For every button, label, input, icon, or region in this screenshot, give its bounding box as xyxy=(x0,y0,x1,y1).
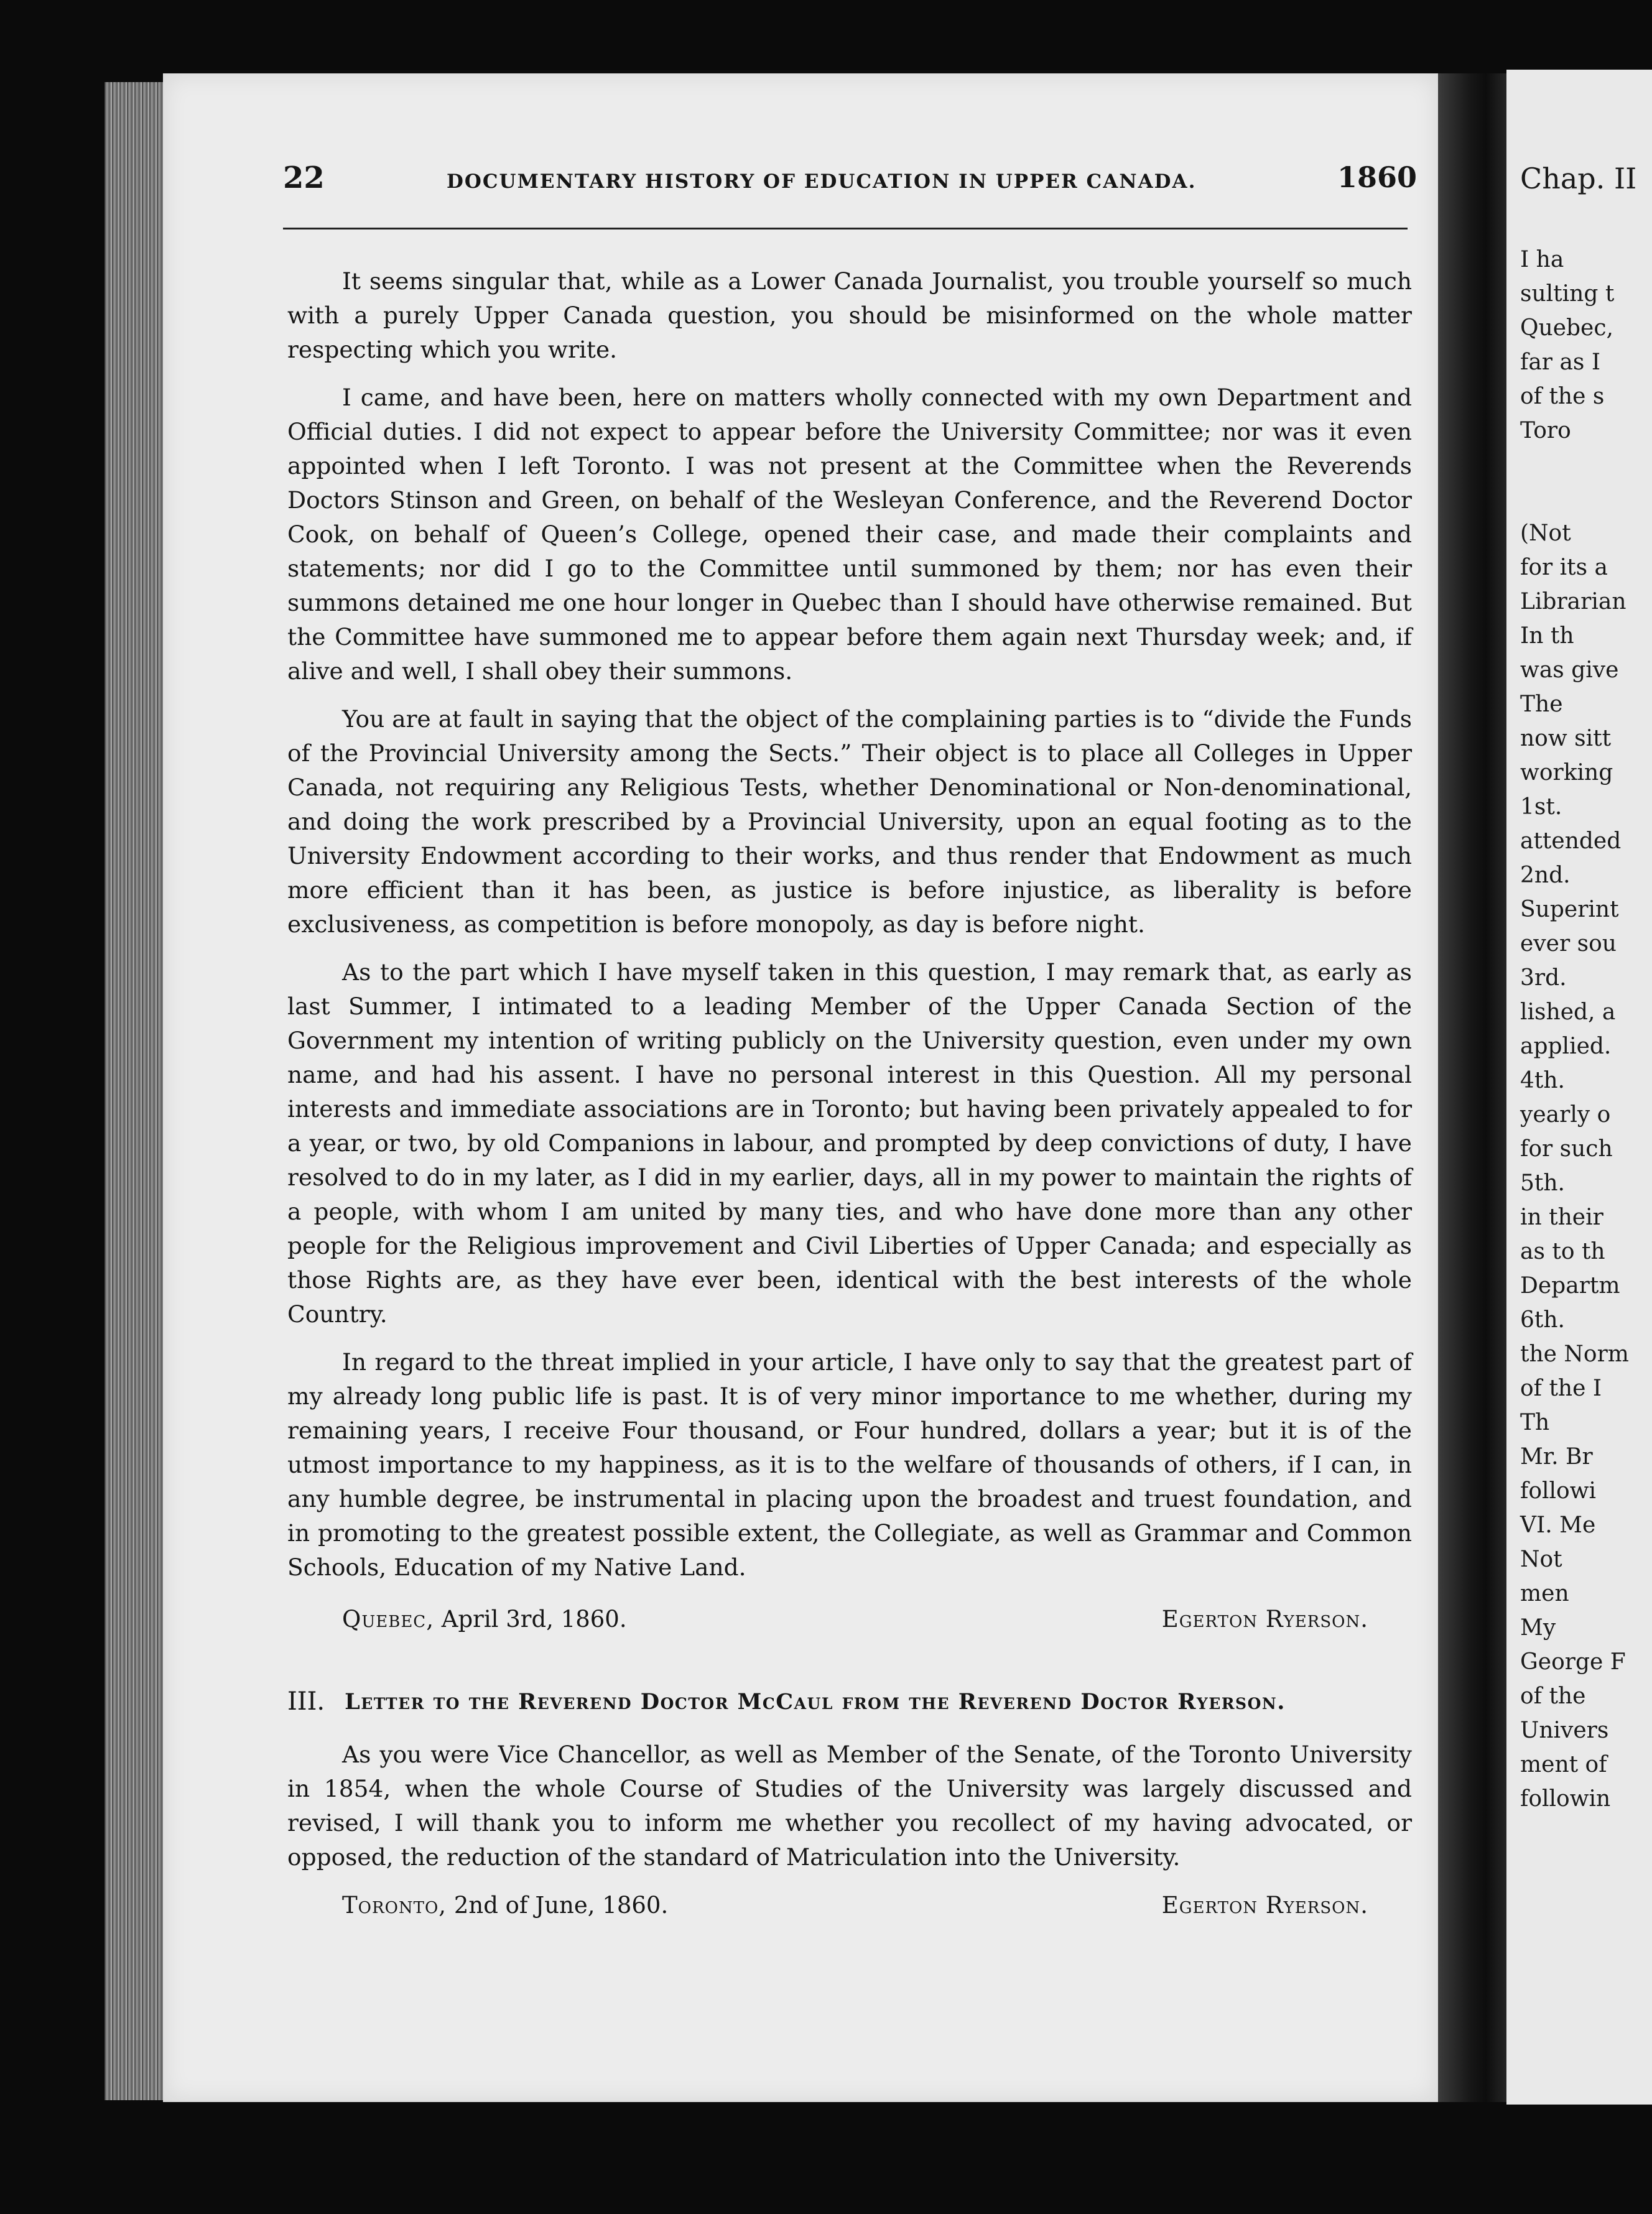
signature-name: Egerton Ryerson. xyxy=(1161,1606,1368,1633)
facing-page-line: of the s xyxy=(1520,384,1605,409)
facing-page-line: as to th xyxy=(1520,1239,1605,1264)
facing-page-line: My xyxy=(1520,1615,1556,1641)
facing-page-line: lished, a xyxy=(1520,999,1616,1025)
page-number: 22 xyxy=(283,160,325,195)
paragraph: In regard to the threat implied in your article, I have only to say that the greatest part of my already long public life is past. It is of very minor importance to me whether, during my remaining years, I receive Four thousand, or Four hundred, dollars a year; but it is of the utmost importance to my happiness, as it is to the welfare of thousands of others, if I can, in any humble degree, be instrumental in placing upon the broadest and truest foundation, and in promoting to the greatest possible extent, the Collegiate, as well as Grammar and Common Schools, Education of my Native Land. xyxy=(287,1348,1412,1581)
facing-page-line: In th xyxy=(1520,623,1574,649)
book-gutter xyxy=(1438,73,1506,2102)
facing-page-line: Superint xyxy=(1520,897,1619,922)
facing-page-line: sulting t xyxy=(1520,281,1615,307)
signature-place: Toronto, xyxy=(342,1892,447,1919)
facing-page-line: (Not xyxy=(1520,521,1571,546)
facing-page-line: men xyxy=(1520,1581,1569,1606)
facing-page-line: 6th. xyxy=(1520,1307,1565,1333)
facing-page-line: now sitt xyxy=(1520,726,1612,751)
facing-page-line: followin xyxy=(1520,1786,1611,1812)
facing-page-line: for its a xyxy=(1520,555,1608,580)
facing-page-line: of the I xyxy=(1520,1376,1602,1401)
facing-page-line: applied. xyxy=(1520,1034,1612,1059)
facing-page xyxy=(1506,70,1652,2105)
signature-line xyxy=(287,1888,1412,1922)
facing-page-line xyxy=(1520,482,1652,516)
page-year: 1860 xyxy=(1337,160,1418,194)
facing-page-line: of the xyxy=(1520,1684,1586,1709)
facing-page-line xyxy=(1520,448,1652,482)
facing-page-line: far as I xyxy=(1520,350,1601,375)
facing-page-line: Quebec, xyxy=(1520,315,1613,341)
running-head: DOCUMENTARY HISTORY OF EDUCATION IN UPPER CANADA. xyxy=(447,170,1197,193)
facing-page-line: 4th. xyxy=(1520,1068,1565,1093)
facing-page-line: Departm xyxy=(1520,1273,1620,1299)
facing-page-line: for such xyxy=(1520,1136,1613,1162)
body-text xyxy=(287,264,1412,1922)
signature-name: Egerton Ryerson. xyxy=(1161,1892,1368,1919)
facing-page-line: Not xyxy=(1520,1547,1562,1572)
facing-page-line: in their xyxy=(1520,1205,1603,1230)
signature-place-date xyxy=(342,1602,627,1636)
facing-page-text xyxy=(1520,162,1652,1816)
facing-page-line: working xyxy=(1520,760,1613,785)
facing-page-line: 1st. xyxy=(1520,794,1562,820)
facing-page-line: Th xyxy=(1520,1410,1550,1435)
paragraph: You are at fault in saying that the object of the complaining parties is to “divide the Funds of the Provincial University among the Sects.” Their object is to place all Colleges in Upper Canada, not requiring any Religious Tests, whether Denominational or Non-denominational, and doing the work prescribed by a Provincial University, upon an equal footing as to the University Endowment according to their works, and thus render that Endowment as much more efficient than it has been, as justice is before injustice, as liberality is before exclusiveness, as competition is before monopoly, as day is before night. xyxy=(287,705,1412,938)
facing-page-line: 2nd. xyxy=(1520,863,1571,888)
paragraph: As you were Vice Chancellor, as well as Member of the Senate, of the Toronto University in 1854, when the whole Course of Studies of the University was largely discussed and revised, I will thank you to inform me whether you recollect of my having advocated, or opposed, the reduction of the standard of Matriculation into the University. xyxy=(287,1741,1412,1871)
signature-place-date xyxy=(342,1888,668,1922)
signature-date: 2nd of June, 1860. xyxy=(453,1892,669,1919)
facing-page-line: yearly o xyxy=(1520,1102,1611,1128)
paragraph: It seems singular that, while as a Lower Canada Journalist, you trouble yourself so much with a purely Upper Canada question, you should be misinformed on the whole matter respecting which you write. xyxy=(287,267,1412,363)
section-title: Letter to the Reverend Doctor McCaul from the Reverend Doctor Ryerson. xyxy=(345,1689,1286,1715)
facing-page-header: Chap. II xyxy=(1520,162,1637,195)
facing-page-line: ment of xyxy=(1520,1752,1607,1777)
facing-page-line: was give xyxy=(1520,657,1619,683)
facing-page-line: George F xyxy=(1520,1649,1626,1675)
section-heading xyxy=(287,1685,1412,1719)
facing-page-line: followi xyxy=(1520,1478,1597,1504)
paragraph: As to the part which I have myself taken in this question, I may remark that, as early as last Summer, I intimated to a leading Member of the Upper Canada Section of the Government my intention of writing publicly on the University question, even under my own name, and had his assent. I have no personal interest in this Question. All my personal interests and immediate associations are in Toronto; but having been privately appealed to for a year, or two, by old Companions in labour, and prompted by deep convictions of duty, I have resolved to do in my later, as I did in my earlier, days, all in my power to maintain the rights of a people, with whom I am united by many ties, and who have done more than any other people for the Religious improvement and Civil Liberties of Upper Canada; and especially as those Rights are, as they have ever been, identical with the best interests of the whole Country. xyxy=(287,958,1412,1328)
facing-page-line: ever sou xyxy=(1520,931,1617,956)
facing-page-line: VI. Me xyxy=(1520,1512,1596,1538)
facing-page-line: Univers xyxy=(1520,1718,1609,1743)
header-rule xyxy=(283,228,1408,229)
facing-page-line: 3rd. xyxy=(1520,965,1567,991)
facing-page-line: The xyxy=(1520,692,1563,717)
facing-page-line: Mr. Br xyxy=(1520,1444,1593,1470)
paragraph: I came, and have been, here on matters wholly connected with my own Department and Official duties. I did not expect to appear before the University Committee; nor was it even appointed when I left Toronto. I was not present at the Committee when the Reverends Doctors Stinson and Green, on behalf of the Wesleyan Conference, and the Reverend Doctor Cook, on behalf of Queen’s College, opened their case, and made their complaints and statements; nor did I go to the Committee until summoned by them; nor has even their summons detained me one hour longer in Quebec than I should have otherwise remained. But the Committee have summoned me to appear before them again next Thursday week; and, if alive and well, I shall obey their summons. xyxy=(287,384,1412,685)
signature-line xyxy=(287,1602,1412,1636)
facing-page-line: Toro xyxy=(1520,418,1571,443)
facing-page-line: 5th. xyxy=(1520,1170,1565,1196)
signature-date: April 3rd, 1860. xyxy=(441,1606,627,1633)
signature-place: Quebec, xyxy=(342,1606,434,1633)
facing-page-line: attended xyxy=(1520,828,1622,854)
section-number: III. xyxy=(287,1687,325,1716)
facing-page-line: the Norm xyxy=(1520,1341,1629,1367)
facing-page-line: Librarian xyxy=(1520,589,1626,614)
facing-page-line: I ha xyxy=(1520,247,1564,272)
